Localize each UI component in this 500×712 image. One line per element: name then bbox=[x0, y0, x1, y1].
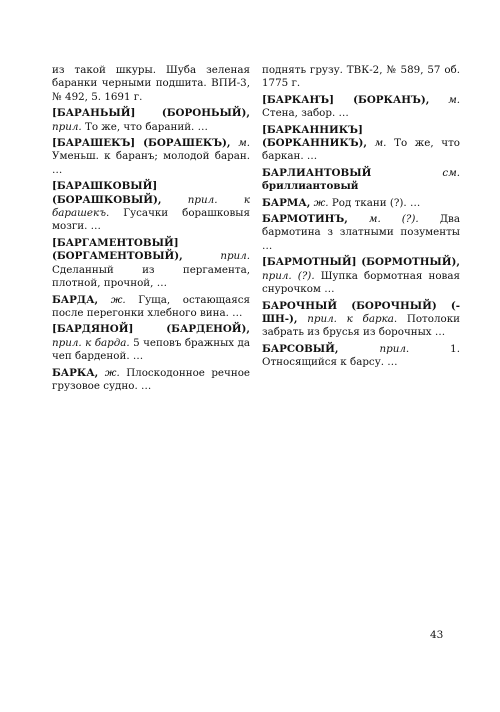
entry-grammar: м. bbox=[238, 137, 250, 150]
entry-body: Потолоки забрать из брусья из борочных … bbox=[262, 312, 460, 339]
entry-headword: [БАРГАМЕНТОВЫЙ] (БОРГАМЕНТОВЫЙ), bbox=[52, 236, 183, 263]
entry-body: То же, что баркан. … bbox=[262, 137, 460, 163]
entry-grammar: м. (?). bbox=[368, 213, 419, 226]
dictionary-entry bbox=[52, 294, 250, 321]
dictionary-entry bbox=[262, 300, 460, 340]
page-number: 43 bbox=[430, 629, 444, 641]
entry-grammar: см. bbox=[442, 166, 460, 179]
dictionary-entry bbox=[52, 367, 250, 394]
dictionary-entry bbox=[262, 197, 460, 210]
entry-headword: [БАРКАННИКЪ] (БОРКАННИКЪ), bbox=[262, 123, 367, 150]
entry-body: Гуща, остающаяся после перегонки хлебного вина. … bbox=[52, 293, 251, 319]
dictionary-entry bbox=[262, 167, 460, 194]
entry-headword: БАРОЧНЫЙ (БОРОЧНЫЙ) (-ШН-), bbox=[262, 299, 460, 325]
continuation-text bbox=[262, 64, 460, 91]
dictionary-entry bbox=[52, 107, 250, 134]
entry-body: Род ткани (?). … bbox=[331, 196, 421, 209]
entry-headword: БАРКА, bbox=[52, 366, 99, 379]
entry-body: Гусачки борашковыя мозги. … bbox=[52, 207, 250, 233]
entry-grammar: м. bbox=[448, 93, 460, 106]
entry-body: Плоскодонное речное грузовое судно. … bbox=[52, 366, 250, 392]
entry-grammar: ж. bbox=[313, 196, 329, 209]
entry-body: Сделанный из пергамента, плотной, прочной, … bbox=[52, 263, 250, 290]
entry-headword: [БАРКАНЪ] (БОРКАНЪ), bbox=[262, 93, 430, 106]
dictionary-entry bbox=[262, 94, 460, 121]
entry-body: Шупка бормотная новая снурочком … bbox=[262, 269, 460, 296]
entry-grammar: прил. к барка. bbox=[307, 312, 398, 325]
entry-headword: [БАРАШЕКЪ] (БОРАШЕКЪ), bbox=[52, 137, 231, 150]
continuation-body: из такой шкуры. Шуба зеленая баранки черными подшита. ВПИ-3, № 492, 5. 1691 г. bbox=[52, 64, 250, 103]
continuation-body: поднять грузу. ТВК-2, № 589, 57 об. 1775 г. bbox=[262, 64, 460, 90]
entry-headword: [БАРДЯНОЙ] (БАРДЕНОЙ), bbox=[52, 323, 250, 336]
entry-body: То же, что бараний. … bbox=[84, 120, 208, 133]
entry-body: Два бармотина з златными позументы … bbox=[262, 213, 460, 252]
entry-body: 5 чеповъ бражных да чеп барденой. … bbox=[52, 336, 250, 363]
entry-crossref: бриллиантовый bbox=[262, 180, 359, 193]
entry-headword: БАРСОВЫЙ, bbox=[262, 342, 339, 355]
entry-grammar: прил. bbox=[220, 250, 250, 263]
dictionary-entry bbox=[262, 213, 460, 253]
entry-grammar: прил. bbox=[52, 120, 82, 133]
right-column bbox=[262, 64, 460, 373]
entry-grammar: прил. (?). bbox=[262, 269, 315, 282]
entry-headword: БАРЛИАНТОВЫЙ bbox=[262, 166, 372, 179]
entry-body: 1. Относящийся к барсу. … bbox=[262, 342, 460, 369]
entry-grammar: прил. bbox=[379, 342, 410, 355]
entry-headword: БАРМА, bbox=[262, 196, 311, 209]
entry-headword: БАРДА, bbox=[52, 293, 99, 306]
entry-body: Стена, забор. … bbox=[262, 107, 349, 120]
entry-body: Уменьш. к баранъ; молодой баран. … bbox=[52, 150, 250, 176]
entry-grammar: м. bbox=[374, 137, 387, 150]
dictionary-entry bbox=[52, 323, 250, 363]
entry-grammar: ж. bbox=[104, 366, 120, 379]
dictionary-entry bbox=[262, 256, 460, 296]
entry-grammar: прил. к барашекъ. bbox=[52, 193, 250, 220]
dictionary-entry bbox=[52, 237, 250, 291]
entry-headword: БАРМОТИНЪ, bbox=[262, 213, 348, 226]
entry-headword: [БАРМОТНЫЙ] (БОРМОТНЫЙ), bbox=[262, 256, 460, 269]
dictionary-entry bbox=[262, 343, 460, 370]
dictionary-entry bbox=[52, 180, 250, 234]
left-column bbox=[52, 64, 250, 396]
dictionary-entry bbox=[52, 137, 250, 177]
entry-grammar: прил. к барда. bbox=[52, 336, 130, 349]
entry-grammar: ж. bbox=[110, 293, 126, 306]
entry-headword: [БАРАШКОВЫЙ] (БОРАШКОВЫЙ), bbox=[52, 180, 162, 206]
continuation-text bbox=[52, 64, 250, 104]
entry-headword: [БАРАНЬЫЙ] (БОРОНЬЫЙ), bbox=[52, 107, 250, 120]
dictionary-entry bbox=[262, 124, 460, 164]
